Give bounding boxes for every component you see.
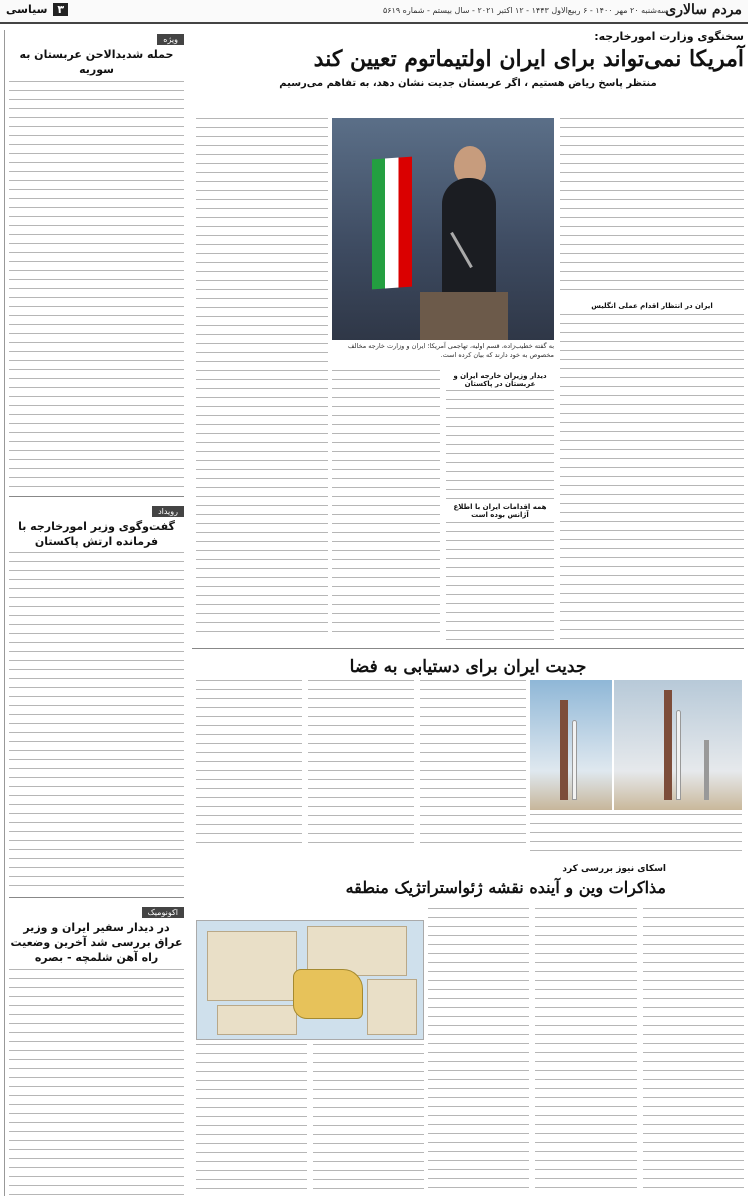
section-tag: اکونومیک [142, 907, 184, 918]
left-column [4, 30, 184, 1196]
photo-caption: به گفته خطیب‌زاده، قسم اولیه، تهاجمی آمریکا؛ ایران و وزارت خارجه مخالف مخصوص به خود دارند که بیان کرده است. [347, 342, 554, 359]
spokesman-photo [332, 118, 554, 340]
inline-subhead: دیدار وزیران خارجه ایران و عربستان در پاکستان [453, 372, 547, 388]
launch-site-photo [530, 680, 612, 810]
region-map [196, 920, 424, 1040]
vienna-headline: مذاکرات وین و آینده نقشه ژئواستراتژیک منطقه [345, 878, 666, 897]
masthead [0, 0, 748, 24]
article-body [9, 552, 184, 892]
launch-pad-photo [614, 680, 742, 810]
main-subhead: منتظر پاسخ ریاض هستیم ، اگر عربستان جدیت نشان دهد، به تفاهم می‌رسیم [279, 78, 657, 90]
article-body [9, 81, 184, 491]
article-body [530, 814, 742, 852]
main-headline: آمریکا نمی‌تواند برای ایران اولتیماتوم تعیین کند [313, 46, 744, 72]
main-story [192, 30, 744, 93]
article-body [196, 1044, 424, 1196]
vienna-kicker: اسکای نیوز بررسی کرد [562, 864, 666, 874]
newspaper-logo: مردم سالاری [665, 2, 742, 18]
inline-subhead: همه اقدامات ایران با اطلاع آژانس بوده است [453, 503, 547, 519]
article-body [428, 908, 744, 1196]
issue-info: سه‌شنبه ۲۰ مهر ۱۴۰۰ - ۶ ربیع‌الاول ۱۴۴۳ - ۱۲ اکتبر ۲۰۲۱ - سال بیستم - شماره ۵۶۱۹ [382, 6, 668, 15]
page-number: ۳ [53, 3, 68, 16]
article-body [560, 118, 744, 638]
section-label [6, 3, 68, 16]
article-body [196, 680, 526, 850]
article-body [9, 969, 184, 1196]
article-title: گفت‌وگوی وزیر امورخارجه با فرمانده ارتش پاکستان [18, 519, 175, 548]
space-headline: جدیت ایران برای دستیابی به فضا [192, 648, 744, 677]
article-title: حمله شدیدالاحن عربستان به سوریه [19, 48, 174, 76]
section-name: سیاسی [6, 3, 48, 16]
inline-subhead: ایران در انتظار اقدام عملی انگلیس [591, 302, 713, 310]
article-body [196, 118, 328, 638]
article-body [332, 370, 554, 640]
section-tag: رویداد [152, 506, 184, 517]
section-tag: ویژه [157, 34, 184, 45]
main-kicker: سخنگوی وزارت امورخارجه: [594, 30, 744, 43]
article-title: در دیدار سفیر ایران و وزیر عراق بررسی شد آخرین وضعیت راه آهن شلمچه - بصره [10, 921, 183, 965]
